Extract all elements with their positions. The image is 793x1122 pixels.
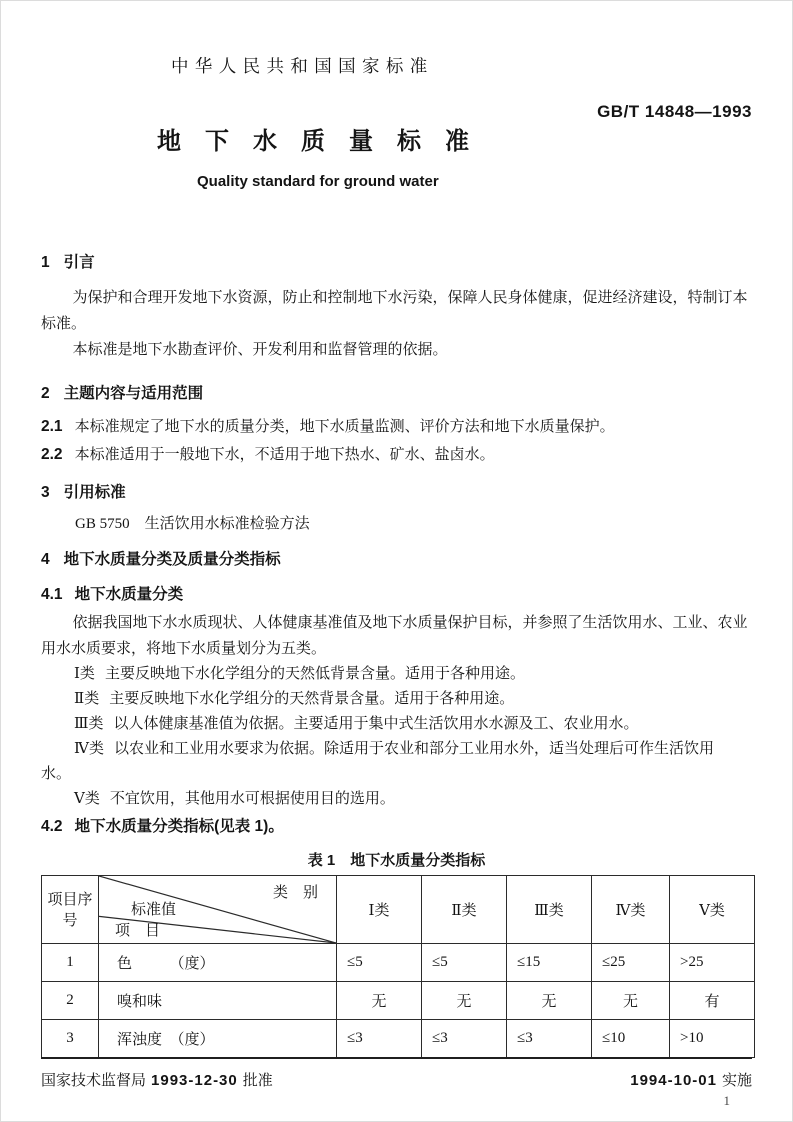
row-2-number: 2 (42, 981, 99, 1019)
section-1-paragraph-1: 为保护和合理开发地下水资源，防止和控制地下水污染，保障人民身体健康，促进经济建设，特制订本标准。 (41, 289, 748, 332)
footer-rule (41, 1057, 752, 1059)
section-1-number: 1 (41, 253, 50, 271)
table-caption: 表 1 地下水质量分类指标 (307, 851, 486, 869)
row-3-class-3-value: ≤3 (507, 1019, 592, 1057)
row-3-class-2-value: ≤3 (422, 1019, 507, 1057)
row-3-number: 3 (42, 1019, 99, 1057)
section-2-heading (41, 383, 752, 404)
approval-date: 1993-12-30 (151, 1072, 238, 1089)
footer (41, 1057, 752, 1090)
section-4-title: 地下水质量分类及质量分类指标 (63, 550, 281, 568)
class-1-text: 主要反映地下水化学组分的天然低背景含量。适用于各种用途。 (104, 665, 525, 682)
clause-4-1-heading (41, 582, 752, 608)
implementation-statement (625, 1069, 752, 1090)
class-4-text: 以农业和工业用水要求为依据。除适用于农业和部分工业用水外，适当处理后可作生活饮用水。 (41, 740, 715, 782)
clause-4-2-number: 4.2 (41, 817, 63, 835)
class-2-label: Ⅱ类 (74, 690, 100, 707)
row-2-class-5-value: 有 (670, 981, 755, 1019)
clause-2-1-number: 2.1 (41, 417, 63, 435)
classification-table (41, 875, 755, 1058)
class-definition-3 (41, 712, 735, 737)
column-header-class-4: Ⅳ类 (592, 875, 670, 943)
class-definition-1 (41, 662, 735, 687)
class-3-label: Ⅲ类 (74, 715, 104, 732)
clause-2-2-number: 2.2 (41, 445, 63, 463)
implementation-word: 实施 (721, 1073, 752, 1089)
row-2-class-1-value: 无 (337, 981, 422, 1019)
clause-2-2 (41, 442, 752, 468)
section-3-number: 3 (41, 483, 50, 501)
row-1-class-4-value: ≤25 (592, 943, 670, 981)
section-3-title: 引用标准 (63, 483, 126, 501)
row-1-number: 1 (42, 943, 99, 981)
section-2-title: 主题内容与适用范围 (63, 384, 204, 402)
row-2-item: 嗅和味 (99, 981, 337, 1019)
standard-number: GB/T 14848—1993 (597, 102, 752, 121)
section-1-title: 引言 (63, 253, 95, 271)
class-1-label: Ⅰ类 (74, 665, 95, 682)
column-header-class-2: Ⅱ类 (422, 875, 507, 943)
corner-label-item: 项 目 (115, 922, 161, 939)
clause-4-1-title: 地下水质量分类 (74, 585, 184, 603)
column-header-class-1: Ⅰ类 (337, 875, 422, 943)
diagonal-header-cell (99, 875, 337, 943)
document-subtitle-en: Quality standard for ground water (197, 172, 439, 190)
approval-statement (41, 1069, 273, 1090)
corner-label-category: 类 别 (273, 884, 319, 901)
section-1-paragraph-2: 本标准是地下水勘查评价、开发利用和监督管理的依据。 (72, 341, 448, 358)
approval-organization: 国家技术监督局 (41, 1073, 147, 1089)
row-2-class-3-value: 无 (507, 981, 592, 1019)
section-3-heading (41, 482, 752, 503)
row-3-class-4-value: ≤10 (592, 1019, 670, 1057)
clause-2-1-text: 本标准规定了地下水的质量分类，地下水质量监测、评价方法和地下水质量保护。 (74, 418, 615, 435)
class-2-text: 主要反映地下水化学组分的天然背景含量。适用于各种用途。 (109, 690, 515, 707)
implementation-date: 1994-10-01 (630, 1072, 717, 1089)
class-definition-5 (41, 787, 735, 812)
section-1-heading (41, 252, 752, 273)
column-header-item-number: 项目序号 (42, 875, 99, 943)
approval-word: 批准 (242, 1073, 273, 1089)
column-header-class-5: Ⅴ类 (670, 875, 755, 943)
clause-4-1-intro: 依据我国地下水水质现状、人体健康基准值及地下水质量保护目标，并参照了生活饮用水、工业、农业用水水质要求，将地下水质量划分为五类。 (41, 614, 748, 657)
row-3-class-1-value: ≤3 (337, 1019, 422, 1057)
clause-4-2-title: 地下水质量分类指标(见表 1)。 (74, 817, 284, 835)
referenced-standard: GB 5750 生活饮用水标准检验方法 (75, 515, 310, 532)
column-header-class-3: Ⅲ类 (507, 875, 592, 943)
section-4-heading (41, 549, 752, 570)
row-1-class-2-value: ≤5 (422, 943, 507, 981)
clause-4-2-heading (41, 814, 752, 840)
clause-4-1-number: 4.1 (41, 585, 63, 603)
table-header-row (42, 875, 755, 943)
row-1-class-5-value: >25 (670, 943, 755, 981)
class-5-label: Ⅴ类 (74, 790, 100, 807)
class-definition-4 (41, 737, 735, 787)
corner-label-standard-value: 标准值 (131, 901, 177, 918)
class-3-text: 以人体健康基准值为依据。主要适用于集中式生活饮用水水源及工、农业用水。 (113, 715, 639, 732)
clause-2-1 (41, 414, 752, 440)
clause-2-2-text: 本标准适用于一般地下水，不适用于地下热水、矿水、盐卤水。 (74, 446, 495, 463)
page-number: 1 (723, 1093, 730, 1108)
class-definition-2 (41, 687, 735, 712)
section-2-number: 2 (41, 384, 50, 402)
row-2-class-2-value: 无 (422, 981, 507, 1019)
table-row-turbidity (42, 1019, 755, 1057)
row-3-item: 浑浊度 （度） (99, 1019, 337, 1057)
row-2-class-4-value: 无 (592, 981, 670, 1019)
row-3-class-5-value: >10 (670, 1019, 755, 1057)
class-4-label: Ⅳ类 (74, 740, 104, 757)
document-title: 地 下 水 质 量 标 准 (157, 129, 469, 155)
row-1-class-1-value: ≤5 (337, 943, 422, 981)
national-standard-label: 中 华 人 民 共 和 国 国 家 标 准 (171, 56, 429, 76)
class-5-text: 不宜饮用，其他用水可根据使用目的选用。 (109, 790, 395, 807)
row-1-class-3-value: ≤15 (507, 943, 592, 981)
section-4-number: 4 (41, 550, 50, 568)
row-1-item: 色 （度） (99, 943, 337, 981)
table-row-color (42, 943, 755, 981)
table-row-odor (42, 981, 755, 1019)
